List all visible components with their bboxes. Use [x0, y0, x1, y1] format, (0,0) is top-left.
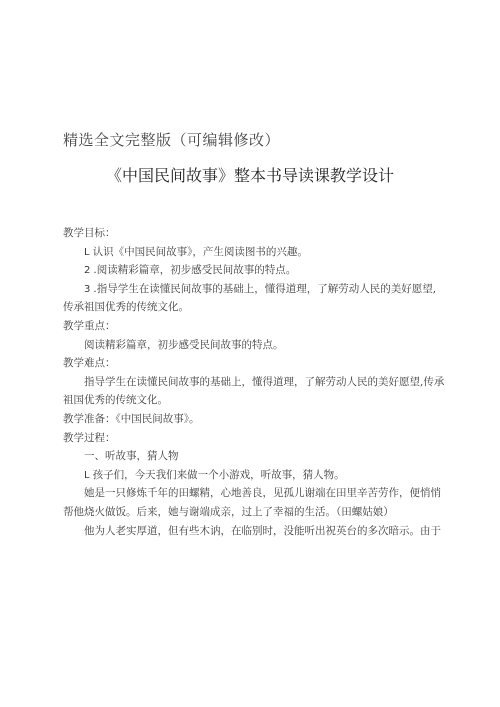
process-paragraph-1: [63, 466, 438, 485]
goal-item-1: [63, 243, 438, 262]
key-point-text: 阅读精彩篇章，初步感受民间故事的特点。: [84, 338, 284, 351]
goal-item-3: [63, 280, 438, 299]
process-paragraph-1-text: 孩子们，今天我们来做一个小游戏，听故事，猜人物。: [92, 468, 345, 481]
difficulty-text-line-1: 指导学生在读懂民间故事的基础上，懂得道理，了解劳动人民的美好愿望,传承: [84, 375, 445, 388]
goal-item-3-continued: 传承祖国优秀的传统文化。: [63, 301, 189, 314]
document-body: [63, 224, 445, 540]
process-paragraph-2-line-2: 帮他烧火做饭。后来，她与谢端成亲，过上了幸福的生活。（田螺姑娘）: [63, 505, 394, 518]
key-point-heading: 教学重点：: [63, 319, 116, 332]
goal-item-1-text: 认识《中国民间故事》，产生阅读图书的兴趣。: [92, 245, 308, 258]
goal-item-3-number: 3: [84, 283, 91, 295]
goal-item-3-text: .指导学生在读懂民间故事的基础上，懂得道理，了解劳动人民的美好愿望,: [93, 282, 437, 295]
process-step-1-heading: 一、听故事，猜人物: [84, 450, 179, 463]
goal-item-1-number: L: [84, 246, 90, 258]
goal-item-2-text: .阅读精彩篇章，初步感受民间故事的特点。: [93, 264, 297, 277]
goal-item-2-number: 2: [84, 265, 91, 277]
process-paragraph-3-line-1: 他为人老实厚道，但有些木讷，在临别时，没能听出祝英台的多次暗示。由于: [84, 524, 441, 537]
header-note: 精选全文完整版（可编辑修改）: [63, 131, 281, 149]
process-heading: 教学过程：: [63, 431, 116, 444]
goal-item-2: [63, 261, 438, 280]
difficulty-heading: 教学难点：: [63, 357, 116, 370]
document-title: 《中国民间故事》整本书导读课教学设计: [105, 166, 394, 185]
preparation-text: 教学准备：《中国民间故事》。: [63, 412, 200, 425]
difficulty-text-line-2: 祖国优秀的传统文化。: [63, 394, 168, 407]
process-paragraph-2-line-1: 她是一只修炼千年的田螺精，心地善良，见孤儿谢端在田里辛苦劳作，便悄悄: [84, 487, 441, 500]
goals-heading: 教学目标：: [63, 227, 116, 239]
process-paragraph-1-number: L: [84, 469, 90, 481]
